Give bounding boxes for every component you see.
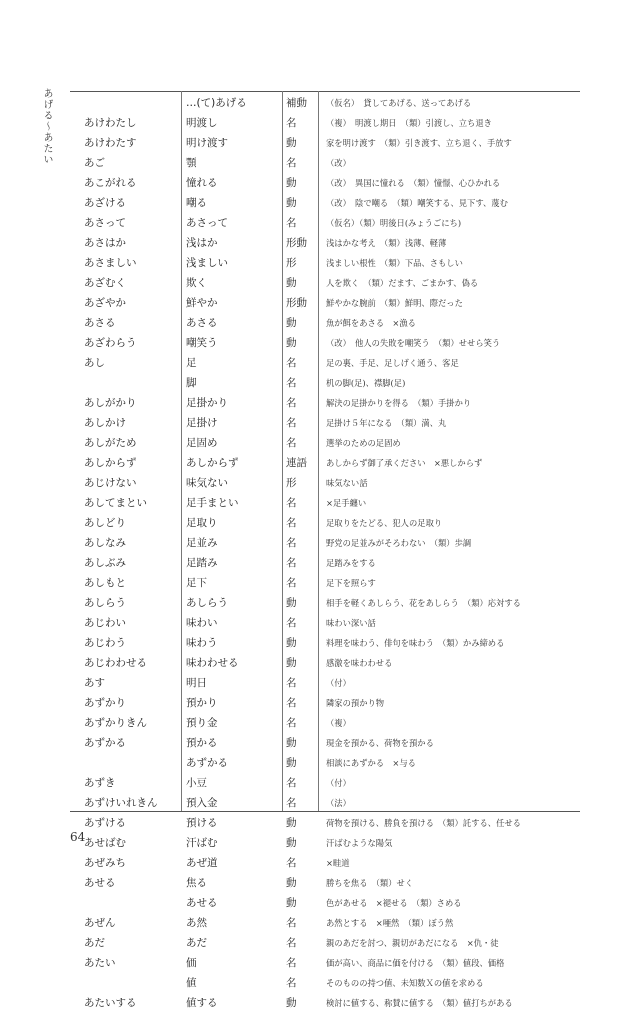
cell-usage-example: あしからず御了承ください ×悪しからず (326, 458, 483, 468)
cell-part-of-speech: 名 (286, 497, 297, 509)
cell-part-of-speech: 名 (286, 577, 297, 589)
cell-usage-example: （改） 陰で嘲る （類）嘲笑する、見下す、蔑む (326, 198, 508, 208)
table-row (70, 193, 580, 213)
cell-notation: 顎 (186, 157, 197, 169)
table-row (70, 593, 580, 613)
cell-reading: あざける (84, 197, 126, 209)
cell-usage-example: （付） (326, 778, 351, 788)
cell-notation: 価 (186, 957, 197, 969)
cell-part-of-speech: 名 (286, 797, 297, 809)
table-row (70, 973, 580, 993)
cell-usage-example: 選挙のための足固め (326, 438, 401, 448)
table-row (70, 353, 580, 373)
cell-notation: 預り金 (186, 717, 218, 729)
cell-usage-example: 感激を味わわせる (326, 658, 393, 668)
cell-usage-example: 汗ばむような陽気 (326, 838, 393, 848)
table-row (70, 813, 580, 833)
table-row (70, 313, 580, 333)
cell-notation: あさって (186, 217, 228, 229)
cell-reading: あさはか (84, 237, 126, 249)
cell-part-of-speech: 名 (286, 217, 297, 229)
cell-usage-example: 浅ましい根性 （類）下品、さもしい (326, 258, 463, 268)
table-row (70, 993, 580, 1013)
cell-usage-example: 足取りをたどる、犯人の足取り (326, 518, 443, 528)
cell-part-of-speech: 名 (286, 117, 297, 129)
cell-notation: 預ける (186, 817, 218, 829)
cell-reading: あさって (84, 217, 126, 229)
table-row (70, 93, 580, 113)
cell-notation: 味わい (186, 617, 218, 629)
cell-part-of-speech: 動 (286, 197, 297, 209)
running-header: あげる〜あたい (41, 88, 52, 165)
cell-usage-example: （付） (326, 678, 351, 688)
cell-reading: あこがれる (84, 177, 137, 189)
cell-notation: 欺く (186, 277, 207, 289)
cell-notation: 嘲笑う (186, 337, 218, 349)
cell-part-of-speech: 動 (286, 757, 297, 769)
cell-reading: あぜみち (84, 857, 126, 869)
cell-reading: あせる (84, 877, 116, 889)
table-row (70, 233, 580, 253)
cell-notation: 足掛かり (186, 397, 228, 409)
table-row (70, 893, 580, 913)
table-row (70, 573, 580, 593)
cell-usage-example: 親のあだを討つ、親切があだになる ×仇・徒 (326, 938, 499, 948)
table-row (70, 153, 580, 173)
cell-reading: あしからず (84, 457, 137, 469)
page-number: 64 (70, 830, 86, 844)
cell-part-of-speech: 動 (286, 737, 297, 749)
cell-notation: 足踏み (186, 557, 218, 569)
cell-reading: あさる (84, 317, 116, 329)
table-row (70, 213, 580, 233)
cell-part-of-speech: 形動 (286, 297, 307, 309)
table-row (70, 553, 580, 573)
cell-usage-example: （仮名） 貸してあげる、送ってあげる (326, 98, 472, 108)
cell-part-of-speech: 名 (286, 977, 297, 989)
table-row (70, 473, 580, 493)
cell-usage-example: （改） 異国に憧れる （類）憧憬、心ひかれる (326, 178, 501, 188)
table-row (70, 713, 580, 733)
cell-usage-example: （改） 他人の失敗を嘲笑う （類）せせら笑う (326, 338, 501, 348)
cell-reading: あぜん (84, 917, 116, 929)
cell-notation: 足 (186, 357, 197, 369)
cell-part-of-speech: 動 (286, 657, 297, 669)
cell-usage-example: 味わい深い話 (326, 618, 376, 628)
cell-usage-example: 足踏みをする (326, 558, 376, 568)
cell-part-of-speech: 動 (286, 597, 297, 609)
cell-part-of-speech: 名 (286, 537, 297, 549)
cell-reading: あずける (84, 817, 126, 829)
cell-notation: 鮮やか (186, 297, 218, 309)
cell-part-of-speech: 形 (286, 257, 297, 269)
cell-usage-example: 料理を味わう、俳句を味わう （類）かみ締める (326, 638, 505, 648)
cell-reading: あじわわせる (84, 657, 147, 669)
table-row (70, 933, 580, 953)
cell-usage-example: ×足手纏い (326, 498, 367, 508)
cell-usage-example: 足掛け５年になる （類）満、丸 (326, 418, 447, 428)
cell-part-of-speech: 名 (286, 957, 297, 969)
cell-notation: あずかる (186, 757, 228, 769)
table-row (70, 453, 580, 473)
cell-notation: あ然 (186, 917, 207, 929)
cell-usage-example: ×畦道 (326, 858, 350, 868)
cell-reading: あずかりきん (84, 717, 147, 729)
cell-reading: あだ (84, 937, 105, 949)
cell-reading: あたい (84, 957, 116, 969)
cell-notation: 味わう (186, 637, 218, 649)
cell-notation: あしからず (186, 457, 239, 469)
cell-usage-example: 味気ない話 (326, 478, 368, 488)
table-row (70, 393, 580, 413)
cell-part-of-speech: 動 (286, 837, 297, 849)
table-row (70, 113, 580, 133)
cell-reading: あじわう (84, 637, 126, 649)
cell-notation: 預かる (186, 737, 218, 749)
cell-notation: 明け渡す (186, 137, 228, 149)
cell-notation: 値する (186, 997, 218, 1009)
table-row (70, 833, 580, 853)
cell-usage-example: 野党の足並みがそろわない （類）歩調 (326, 538, 472, 548)
cell-usage-example: 家を明け渡す （類）引き渡す、立ち退く、手放す (326, 138, 512, 148)
table-row (70, 733, 580, 753)
cell-part-of-speech: 動 (286, 897, 297, 909)
cell-usage-example: （法） (326, 798, 351, 808)
cell-part-of-speech: 形 (286, 477, 297, 489)
cell-reading: あご (84, 157, 105, 169)
cell-reading: あせばむ (84, 837, 126, 849)
cell-usage-example: 価が高い、商品に価を付ける （類）値段、価格 (326, 958, 505, 968)
cell-notation: 預かり (186, 697, 218, 709)
cell-notation: あさる (186, 317, 218, 329)
cell-notation: 浅ましい (186, 257, 228, 269)
cell-reading: あずき (84, 777, 116, 789)
cell-notation: 浅はか (186, 237, 218, 249)
cell-part-of-speech: 名 (286, 777, 297, 789)
table-row (70, 953, 580, 973)
cell-notation: 味気ない (186, 477, 228, 489)
table-row (70, 533, 580, 553)
table-row (70, 433, 580, 453)
table-row (70, 913, 580, 933)
cell-notation: …(て)あげる (186, 97, 247, 109)
table-row (70, 673, 580, 693)
table-row (70, 693, 580, 713)
cell-part-of-speech: 名 (286, 397, 297, 409)
cell-notation: 足並み (186, 537, 218, 549)
cell-reading: あざわらう (84, 337, 137, 349)
table-row (70, 613, 580, 633)
cell-reading: あずけいれきん (84, 797, 158, 809)
cell-part-of-speech: 動 (286, 637, 297, 649)
cell-usage-example: 机の脚(足)、襟脚(足) (326, 378, 406, 388)
cell-reading: あしもと (84, 577, 126, 589)
cell-usage-example: 相手を軽くあしらう、花をあしらう （類）応対する (326, 598, 521, 608)
cell-notation: 小豆 (186, 777, 207, 789)
cell-reading: あじわい (84, 617, 126, 629)
table-row (70, 753, 580, 773)
cell-notation: 明日 (186, 677, 207, 689)
cell-part-of-speech: 名 (286, 857, 297, 869)
table-row (70, 793, 580, 813)
cell-reading: あずかり (84, 697, 126, 709)
cell-notation: あせる (186, 897, 218, 909)
cell-part-of-speech: 動 (286, 817, 297, 829)
table-row (70, 373, 580, 393)
cell-notation: 足手まとい (186, 497, 239, 509)
cell-notation: 足下 (186, 577, 207, 589)
table-row (70, 493, 580, 513)
table-row (70, 173, 580, 193)
cell-reading: あしなみ (84, 537, 126, 549)
cell-part-of-speech: 名 (286, 617, 297, 629)
cell-usage-example: 魚が餌をあさる ×漁る (326, 318, 416, 328)
table-row (70, 413, 580, 433)
cell-part-of-speech: 名 (286, 157, 297, 169)
cell-usage-example: （複） (326, 718, 351, 728)
table-row (70, 513, 580, 533)
cell-usage-example: 荷物を預ける、勝負を預ける （類）託する、任せる (326, 818, 521, 828)
cell-part-of-speech: 名 (286, 917, 297, 929)
cell-usage-example: 解決の足掛かりを得る （類）手掛かり (326, 398, 472, 408)
cell-notation: 味わわせる (186, 657, 239, 669)
table-row (70, 853, 580, 873)
cell-reading: あしかけ (84, 417, 126, 429)
cell-reading: あし (84, 357, 105, 369)
cell-reading: あしがかり (84, 397, 137, 409)
cell-part-of-speech: 名 (286, 437, 297, 449)
cell-usage-example: あ然とする ×唖然 （類）ぼう然 (326, 918, 454, 928)
cell-reading: あたいする (84, 997, 137, 1009)
cell-notation: 脚 (186, 377, 197, 389)
cell-usage-example: 足の裏、手足、足しげく通う、客足 (326, 358, 459, 368)
cell-usage-example: そのものの持つ値、未知数Ｘの値を求める (326, 978, 484, 988)
table-row (70, 773, 580, 793)
cell-usage-example: 検討に値する、称賛に値する （類）値打ちがある (326, 998, 513, 1008)
cell-reading: あざむく (84, 277, 126, 289)
table-row (70, 253, 580, 273)
cell-usage-example: 浅はかな考え （類）浅薄、軽薄 (326, 238, 447, 248)
cell-part-of-speech: 名 (286, 697, 297, 709)
cell-usage-example: 現金を預かる、荷物を預かる (326, 738, 434, 748)
cell-reading: あけわたし (84, 117, 137, 129)
cell-part-of-speech: 名 (286, 377, 297, 389)
cell-reading: あさましい (84, 257, 137, 269)
cell-part-of-speech: 連語 (286, 457, 307, 469)
cell-part-of-speech: 動 (286, 177, 297, 189)
cell-reading: あしぶみ (84, 557, 126, 569)
cell-reading: あす (84, 677, 105, 689)
table-row (70, 133, 580, 153)
cell-usage-example: 勝ちを焦る （類）せく (326, 878, 414, 888)
cell-reading: あしどり (84, 517, 126, 529)
table-row (70, 633, 580, 653)
cell-part-of-speech: 名 (286, 357, 297, 369)
cell-reading: あけわたす (84, 137, 137, 149)
cell-part-of-speech: 名 (286, 677, 297, 689)
cell-part-of-speech: 名 (286, 937, 297, 949)
cell-part-of-speech: 補動 (286, 97, 307, 109)
cell-reading: あしてまとい (84, 497, 147, 509)
cell-part-of-speech: 形動 (286, 237, 307, 249)
cell-part-of-speech: 動 (286, 997, 297, 1009)
cell-notation: 明渡し (186, 117, 218, 129)
cell-part-of-speech: 動 (286, 337, 297, 349)
cell-part-of-speech: 動 (286, 877, 297, 889)
cell-notation: 嘲る (186, 197, 207, 209)
cell-part-of-speech: 名 (286, 517, 297, 529)
table-row (70, 653, 580, 673)
cell-notation: 汗ばむ (186, 837, 218, 849)
table-row (70, 273, 580, 293)
cell-usage-example: 鮮やかな腕前 （類）鮮明、際だった (326, 298, 463, 308)
cell-part-of-speech: 動 (286, 137, 297, 149)
table-row (70, 293, 580, 313)
cell-notation: 焦る (186, 877, 207, 889)
cell-reading: あずかる (84, 737, 126, 749)
cell-notation: あぜ道 (186, 857, 218, 869)
cell-reading: あしらう (84, 597, 126, 609)
cell-reading: あじけない (84, 477, 137, 489)
cell-usage-example: 色があせる ×褪せる （類）さめる (326, 898, 462, 908)
cell-notation: 預入金 (186, 797, 218, 809)
cell-notation: あだ (186, 937, 207, 949)
cell-usage-example: 相談にあずかる ×与る (326, 758, 416, 768)
cell-notation: 値 (186, 977, 197, 989)
cell-reading: あしがため (84, 437, 137, 449)
cell-usage-example: 足下を照らす (326, 578, 376, 588)
cell-usage-example: （複） 明渡し期日 （類）引渡し、立ち退き (326, 118, 492, 128)
cell-notation: 憧れる (186, 177, 218, 189)
cell-usage-example: （仮名）（類）明後日(みょうごにち) (326, 218, 462, 228)
cell-reading: あざやか (84, 297, 126, 309)
cell-notation: あしらう (186, 597, 228, 609)
cell-usage-example: 隣家の預かり物 (326, 698, 385, 708)
cell-notation: 足取り (186, 517, 218, 529)
cell-part-of-speech: 動 (286, 277, 297, 289)
cell-part-of-speech: 名 (286, 557, 297, 569)
cell-notation: 足掛け (186, 417, 218, 429)
cell-notation: 足固め (186, 437, 218, 449)
cell-part-of-speech: 動 (286, 317, 297, 329)
cell-usage-example: 人を欺く （類）だます、ごまかす、偽る (326, 278, 479, 288)
cell-usage-example: （改） (326, 158, 351, 168)
table-top-rule (70, 91, 580, 92)
cell-part-of-speech: 名 (286, 717, 297, 729)
table-row (70, 873, 580, 893)
table-row (70, 333, 580, 353)
cell-part-of-speech: 名 (286, 417, 297, 429)
